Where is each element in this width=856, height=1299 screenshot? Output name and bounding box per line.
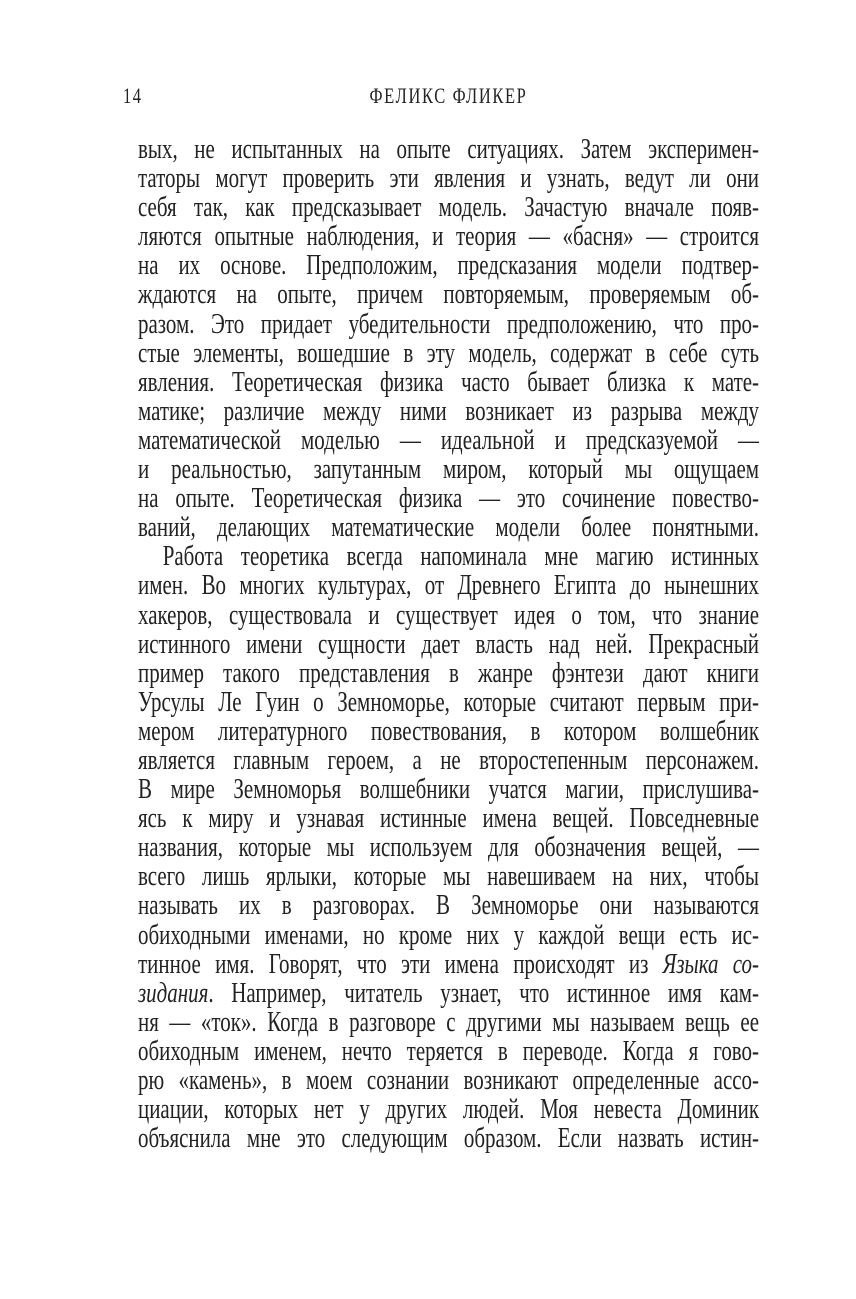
italic-text-segment: зидания [138,977,209,1009]
text-segment: пример такого представления в жанре фэнтези дают книги [138,657,760,689]
text-segment: обиходными именами, но кроме них у каждой вещи есть ис- [138,919,760,951]
text-segment: матике; различие между ними возникает из разрыва между [138,395,760,427]
text-segment: и реальностью, запутанным миром, который мы ощущаем [138,454,760,486]
text-line [138,1095,759,1124]
text-line [138,1124,759,1153]
text-line [138,717,759,746]
text-segment: Работа теоретика всегда напоминала мне магию истинных [162,541,760,573]
text-segment: таторы могут проверить эти явления и узнать, ведут ли они [138,163,760,195]
text-line [138,891,759,920]
text-segment: себя так, как предсказывает модель. Зачастую вначале появ- [138,192,760,224]
text-segment: стые элементы, вошедшие в эту модель, содержат в себе суть [138,337,760,369]
text-segment: . Например, читатель узнает, что истинное имя кам- [208,977,760,1009]
text-segment: хакеров, существовала и существует идея о том, что знание [138,599,760,631]
italic-text-segment: Языка со- [662,948,760,980]
text-segment: циации, которых нет у других людей. Моя невеста Доминик [138,1094,760,1126]
text-segment: ясь к миру и узнавая истинные имена вещей. Повседневные [138,803,760,835]
text-line [138,135,759,164]
text-line [138,222,759,251]
text-line [138,659,759,688]
text-line [138,746,759,775]
text-line [138,513,759,542]
text-segment: Урсулы Ле Гуин о Земноморье, которые считают первым при- [138,686,760,718]
text-line [138,804,759,833]
text-line [138,833,759,862]
text-line [138,193,759,222]
text-segment: истинного имени сущности дает власть над ней. Прекрасный [138,628,760,660]
text-line [138,571,759,600]
text-line [138,426,759,455]
text-segment: названия, которые мы используем для обозначения вещей, — [138,832,760,864]
text-segment: ляются опытные наблюдения, и теория — «басня» — строится [138,221,760,253]
text-segment: ня — «ток». Когда в разговоре с другими мы называем вещь ее [138,1006,760,1038]
text-line [138,862,759,891]
paragraph [138,135,759,542]
text-line [138,280,759,309]
text-segment: на их основе. Предположим, предсказания модели подтвер- [138,250,760,282]
text-line [138,630,759,659]
text-line [138,601,759,630]
text-segment: явления. Теоретическая физика часто бывает близка к мате- [138,366,760,398]
text-segment: математической моделью — идеальной и предсказуемой — [138,424,760,456]
text-line [138,310,759,339]
text-segment: обиходным именем, нечто теряется в переводе. Когда я гово- [138,1035,760,1067]
page-number: 14 [123,83,143,108]
text-line [138,484,759,513]
text-line [138,1066,759,1095]
text-segment: ваний, делающих математические модели более понятными. [138,512,760,544]
text-line [138,251,759,280]
text-segment: рю «камень», в моем сознании возникают определенные ассо- [138,1065,760,1096]
text-segment: объяснила мне это следующим образом. Если назвать истин- [138,1123,760,1155]
text-line [138,1008,759,1037]
text-line [138,542,759,571]
text-line [138,1037,759,1066]
running-head: ФЕЛИКС ФЛИКЕР [369,83,528,108]
text-line [138,339,759,368]
text-segment: мером литературного повествования, в котором волшебник [138,715,760,747]
text-segment: разом. Это придает убедительности предположению, что про- [138,308,760,340]
text-line [138,950,759,979]
text-segment: тинное имя. Говорят, что эти имена происходят из [138,948,663,980]
text-line [138,164,759,193]
text-segment: всего лишь ярлыки, которые мы навешиваем на них, чтобы [138,861,760,893]
text-segment: В мире Земноморья волшебники учатся магии, прислушива- [138,774,760,806]
page-header [123,83,759,108]
text-line [138,775,759,804]
text-line [138,979,759,1008]
text-segment: имен. Во многих культурах, от Древнего Египта до нынешних [138,570,760,602]
text-line [138,921,759,950]
text-line [138,455,759,484]
text-line [138,397,759,426]
text-segment: ждаются на опыте, причем повторяемым, проверяемым об- [138,279,760,311]
text-line [138,688,759,717]
text-line [138,368,759,397]
text-block [138,135,759,1153]
text-segment: вых, не испытанных на опыте ситуациях. Затем эксперимен- [138,134,760,165]
paragraph [138,542,759,1153]
text-segment: называть их в разговорах. В Земноморье они называются [138,890,760,922]
text-segment: является главным героем, а не второстепенным персонажем. [138,744,760,776]
text-segment: на опыте. Теоретическая физика — это сочинение повество- [138,483,760,515]
